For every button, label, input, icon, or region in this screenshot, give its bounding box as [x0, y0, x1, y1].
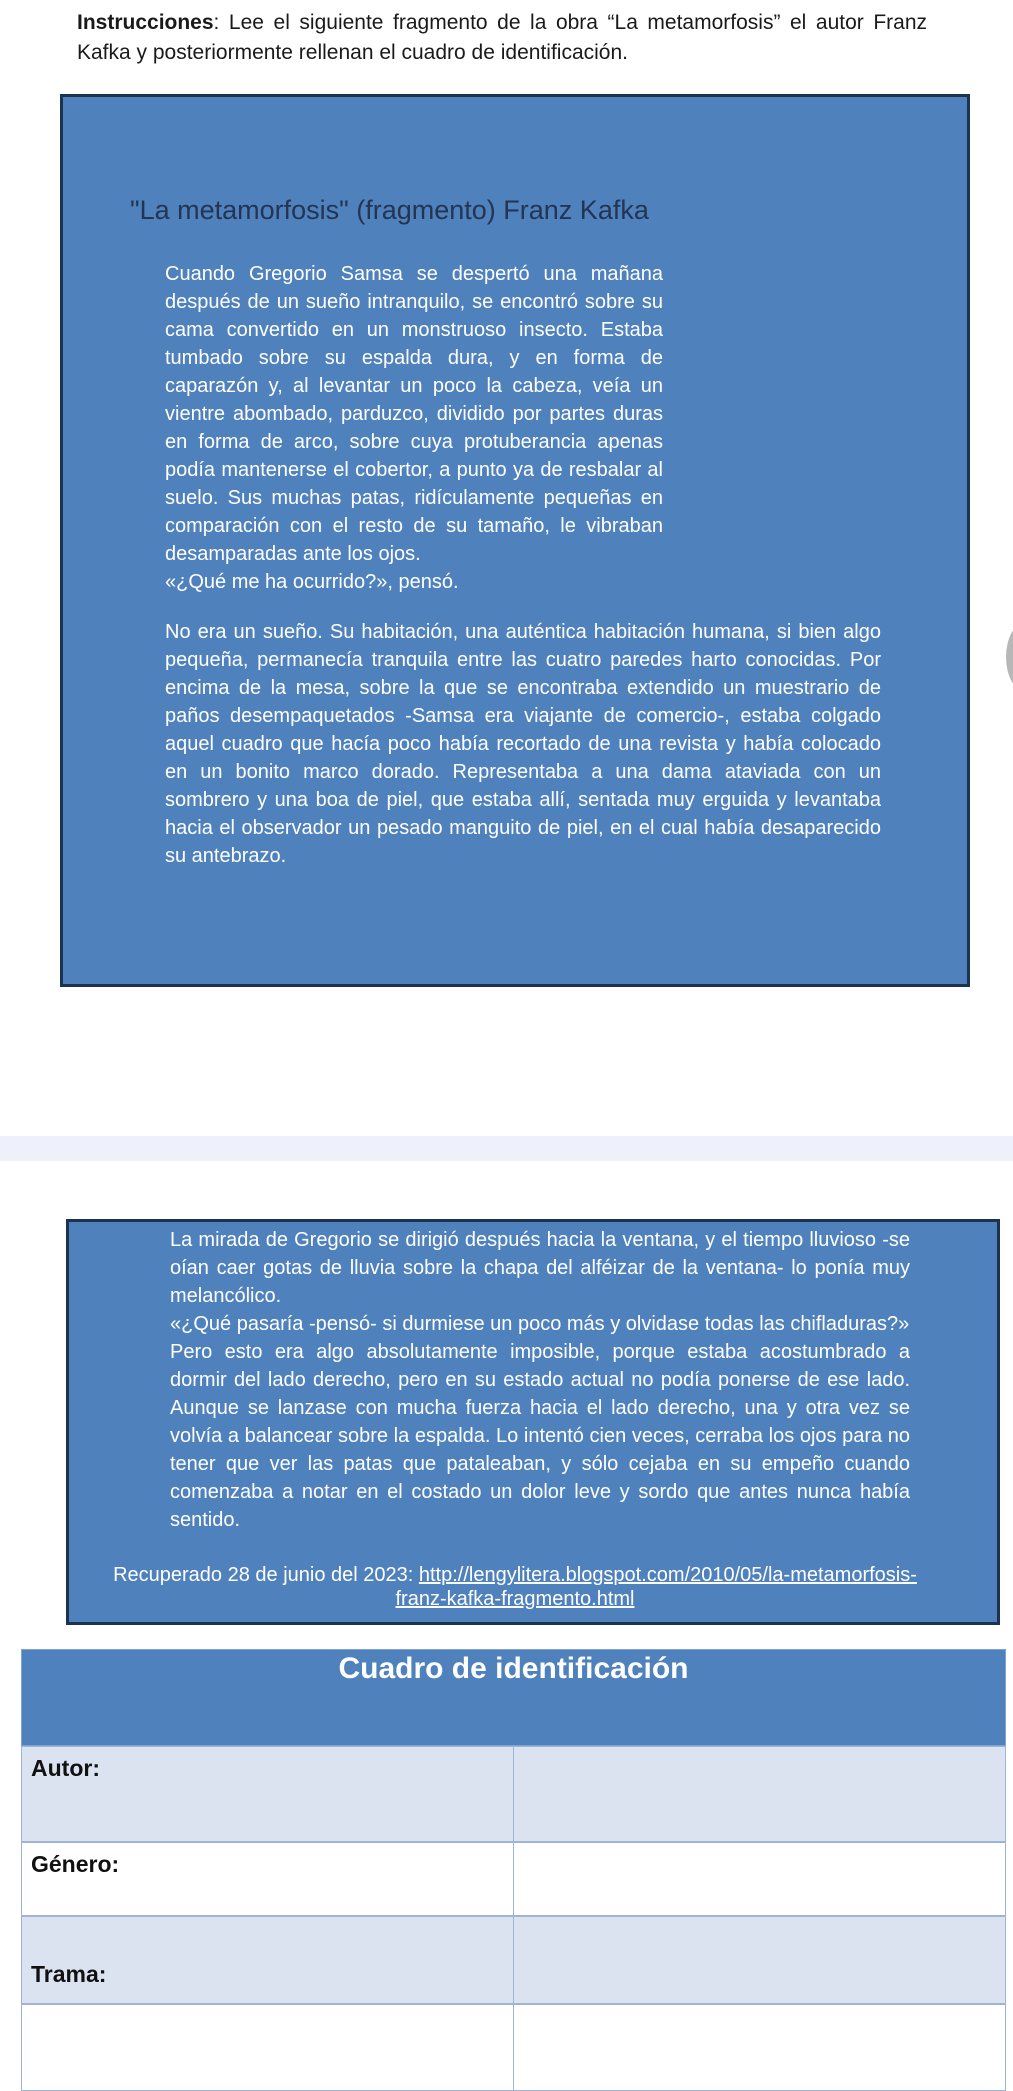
- instructions-text: : Lee el siguiente fragmento de la obra “La metamorfosis” el autor Franz Kafka y posteriormente rellenan el cuadro de identificación.: [77, 11, 927, 64]
- table-cell-answer[interactable]: [513, 1916, 1006, 2004]
- decorative-circle: [1006, 622, 1013, 692]
- fragment-paragraph-1: [165, 260, 663, 596]
- table-cell-label: Trama:: [21, 1916, 514, 2004]
- fragment-title: "La metamorfosis" (fragmento) Franz Kafka: [130, 195, 649, 225]
- fragment-paragraph-3: [170, 1226, 910, 1534]
- table-cell-label: [21, 2004, 514, 2091]
- table-cell-answer[interactable]: [513, 1746, 1006, 1842]
- paragraph-3-quote: «¿Qué pasaría -pensó- si durmiese un poco más y olvidase todas las chifladuras?»: [170, 1313, 910, 1335]
- fragment-paragraph-2: No era un sueño. Su habitación, una auténtica habitación humana, si bien algo pequeña, permanecía tranquila entre las cuatro paredes harto conocidas. Por encima de la mesa, sobre la que se encontraba extendido un muestrario de paños desempaquetados -Samsa era viajante de comercio-, estaba colgado aquel cuadro que hacía poco había recortado de una revista y había colocado en un bonito marco dorado. Representaba a una dama ataviada con un sombrero y una boa de piel, que estaba allí, sentada muy erguida y levantaba hacia el observador un pesado manguito de piel, en el cual había desaparecido su antebrazo.: [165, 621, 881, 867]
- paragraph-1-quote: «¿Qué me ha ocurrido?», pensó.: [165, 571, 459, 593]
- table-cell-label: Género:: [21, 1842, 514, 1916]
- table-row-autor: [21, 1746, 1006, 1842]
- identification-table: [21, 1649, 1006, 2091]
- instructions-label: Instrucciones: [77, 11, 214, 34]
- paragraph-3a-text: La mirada de Gregorio se dirigió después hacia la ventana, y el tiempo lluvioso -se oían caer gotas de lluvia sobre la chapa del alféizar de la ventana- lo ponía muy melancólico.: [170, 1229, 910, 1307]
- source-link[interactable]: http://lengylitera.blogspot.com/2010/05/la-metamorfosis-franz-kafka-fragmento.html: [395, 1564, 917, 1610]
- table-cell-answer[interactable]: [513, 1842, 1006, 1916]
- page-separator: [0, 1136, 1013, 1161]
- paragraph-3b-text: Pero esto era algo absolutamente imposible, porque estaba acostumbrado a dormir del lado derecho, pero en su estado actual no podía ponerse de ese lado. Aunque se lanzase con mucha fuerza hacia el lado derecho, una y otra vez se volvía a balancear sobre la espalda. Lo intentó cien veces, cerraba los ojos para no tener que ver las patas que pataleaban, y sólo cejaba en su empeño cuando comenzaba a notar en el costado un dolor leve y sordo que antes nunca había sentido.: [170, 1341, 910, 1531]
- table-row-genero: [21, 1842, 1006, 1916]
- table-cell-label: Autor:: [21, 1746, 514, 1842]
- table-title: Cuadro de identificación: [21, 1649, 1006, 1746]
- table-cell-answer[interactable]: [513, 2004, 1006, 2091]
- source-prefix: Recuperado 28 de junio del 2023:: [113, 1564, 419, 1586]
- paragraph-1-text: Cuando Gregorio Samsa se despertó una mañana después de un sueño intranquilo, se encontró sobre su cama convertido en un monstruoso insecto. Estaba tumbado sobre su espalda dura, y en forma de caparazón y, al levantar un poco la cabeza, veía un vientre abombado, parduzco, dividido por partes duras en forma de arco, sobre cuya protuberancia apenas podía mantenerse el cobertor, a punto ya de resbalar al suelo. Sus muchas patas, ridículamente pequeñas en comparación con el resto de su tamaño, le vibraban desamparadas ante los ojos.: [165, 263, 663, 565]
- source-citation: [100, 1563, 930, 1611]
- table-row-empty: [21, 2004, 1006, 2091]
- instructions: [77, 8, 927, 68]
- table-row-trama: [21, 1916, 1006, 2004]
